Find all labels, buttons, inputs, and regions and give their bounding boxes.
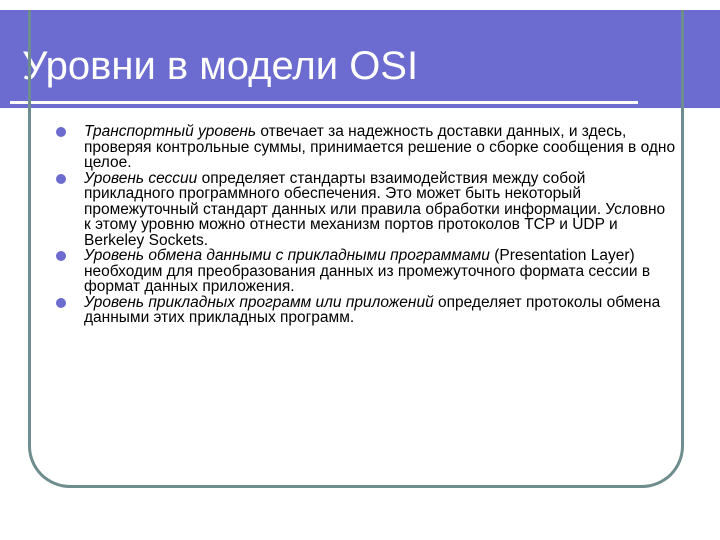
bullet-text: (Presentation Layer) необходим для преобразования данных из промежуточного формата сессии в формат данных приложения. [84, 247, 651, 295]
bullet-term: Транспортный уровень [84, 123, 257, 140]
bullet-item-transport [56, 124, 676, 171]
bullet-term: Уровень прикладных программ или приложений [84, 293, 434, 311]
bullet-item-presentation [56, 248, 676, 295]
bullet-dot-icon [56, 127, 66, 137]
bullet-item-application [56, 295, 676, 326]
bullet-text: определяет стандарты взаимодействия между собой прикладного программного обеспечения. Это может быть некоторый промежуточный стандарт данных или правила обработки информации. Условно к этому уровню можно отнести механизм портов протоколов TCP и UDP и Berkeley Sockets. [84, 169, 666, 249]
bullet-text: определяет протоколы обмена данными этих прикладных программ. [84, 293, 661, 326]
bullet-term: Уровень сессии [84, 169, 198, 187]
bullet-dot-icon [56, 251, 66, 261]
slide-title: Уровни в модели OSI [22, 44, 419, 88]
bullet-term: Уровень обмена данными с прикладными программами [84, 247, 490, 264]
bullet-dot-icon [56, 298, 66, 308]
bullet-dot-icon [56, 174, 66, 184]
bullet-item-session [56, 171, 676, 249]
bullet-list [56, 124, 676, 326]
bullet-text: отвечает за надежность доставки данных, и здесь, проверяя контрольные суммы, принимается решение о сборке сообщения в одно целое. [84, 123, 676, 171]
title-bar-corner [683, 10, 720, 108]
